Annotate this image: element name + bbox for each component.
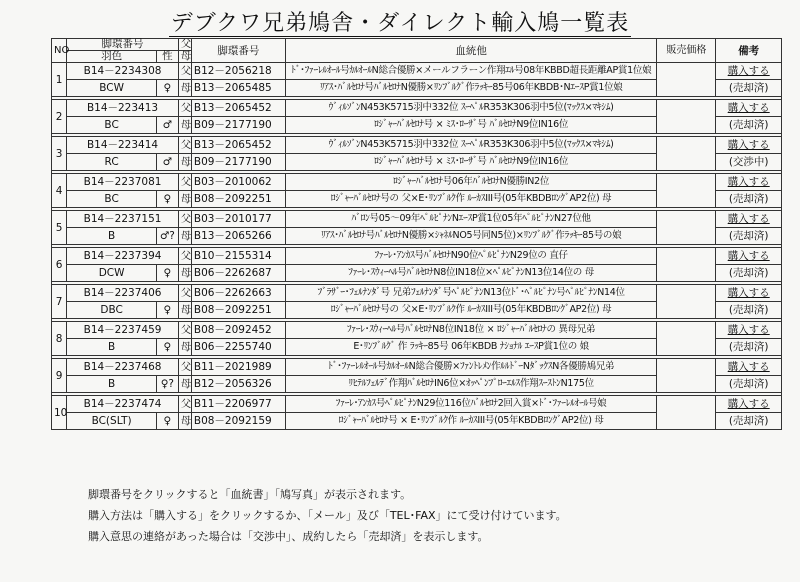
sex-symbol: ♀ [156, 302, 178, 319]
header-father: 父 [178, 39, 191, 51]
price-cell [657, 100, 716, 134]
table-row [52, 396, 782, 413]
mother-bloodline: ﾘﾋﾃﾙﾌｪﾙﾃﾞ作翔ﾊﾞﾙｾﾛﾅIN6位×ｵｯﾍﾟﾝﾌﾟﾛｰｴﾙｽ作翔ｽｰｽﾄﾝN175位 [285, 376, 657, 393]
header-mother: 母 [178, 51, 191, 63]
father-ring-number: B03－2010062 [191, 174, 285, 191]
father-label: 父 [178, 322, 191, 339]
mother-bloodline: ﾛｼﾞｬｰﾊﾞﾙｾﾛﾅ号の 父×E･ﾘﾝﾌﾞﾙｸ作 ﾙｰｶｽIII号(05年KBDBﾛﾝｸﾞAP2位) 母 [285, 302, 657, 319]
row-number: 5 [52, 211, 67, 245]
row-number: 6 [52, 248, 67, 282]
status-badge: (売却済) [716, 117, 782, 134]
sex-symbol: ♀ [156, 191, 178, 208]
mother-bloodline: ﾛｼﾞｬｰﾊﾞﾙｾﾛﾅ号 × ﾐｽ･ﾛｰｻﾞ号 ﾊﾞﾙｾﾛﾅN9位IN16位 [285, 117, 657, 134]
buy-link-text[interactable]: 購入する [727, 102, 770, 114]
status-badge: (売却済) [716, 302, 782, 319]
status-badge: (売却済) [716, 228, 782, 245]
header-parent-ring: 脚環番号 [191, 39, 285, 63]
mother-bloodline: ﾘｱｽ･ﾊﾞﾙｾﾛﾅ号ﾊﾞﾙｾﾛﾅN優勝×ｼｬﾈﾙNO5号同N5位)×ﾘﾝﾌﾞﾙｸﾞ作ﾗｯｷｰ85号の娘 [285, 228, 657, 245]
table-row [52, 174, 782, 191]
price-cell [657, 322, 716, 356]
status-badge: (売却済) [716, 376, 782, 393]
ring-number-link[interactable]: B14－2237468 [67, 359, 178, 376]
row-number: 4 [52, 174, 67, 208]
buy-link-text[interactable]: 購入する [727, 65, 770, 77]
mother-ring-number: B06－2262687 [191, 265, 285, 282]
father-ring-number: B03－2010177 [191, 211, 285, 228]
price-cell [657, 63, 716, 97]
price-cell [657, 211, 716, 245]
father-bloodline: ﾊﾞﾛﾝ号05～09年ﾍﾟﾙﾋﾟﾅﾝNｴｰｽP賞1位05年ﾍﾟﾙﾋﾟﾅﾝN27位他 [285, 211, 657, 228]
buy-link-text[interactable]: 購入する [727, 324, 770, 336]
mother-bloodline: ﾛｼﾞｬｰﾊﾞﾙｾﾛﾅ号の 父×E･ﾘﾝﾌﾞﾙｸ作 ﾙｰｶｽIII号(05年KBDBﾛﾝｸﾞAP2位) 母 [285, 191, 657, 208]
father-label: 父 [178, 137, 191, 154]
father-label: 父 [178, 248, 191, 265]
table-row [52, 285, 782, 302]
sex-symbol: ♀ [156, 265, 178, 282]
pigeon-list-table [51, 38, 782, 430]
buy-link-text[interactable]: 購入する [727, 361, 770, 373]
price-cell [657, 137, 716, 171]
page-title: デブクワ兄弟鳩舎・ダイレクト輸入鳩一覧表 [170, 11, 630, 36]
sex-symbol: ♀? [156, 376, 178, 393]
mother-ring-number: B08－2092251 [191, 302, 285, 319]
father-ring-number: B10－2155314 [191, 248, 285, 265]
mother-bloodline: ﾘｱｽ･ﾊﾞﾙｾﾛﾅ号ﾊﾞﾙｾﾛﾅN優勝×ﾘﾝﾌﾞﾙｸﾞ作ﾗｯｷｰ85号06年KBDB･NｴｰｽP賞1位娘 [285, 80, 657, 97]
father-bloodline: ﾌｧｰﾚ･ｽｳｨｰﾍﾙ号ﾊﾞﾙｾﾛﾅN8位IN18位 × ﾛｼﾞｬｰﾊﾞﾙｾﾛﾅの 異母兄弟 [285, 322, 657, 339]
buy-link[interactable] [716, 359, 782, 376]
status-badge: (売却済) [716, 413, 782, 430]
sex-symbol: ♀ [156, 339, 178, 356]
buy-link-text[interactable]: 購入する [727, 287, 770, 299]
header-ring: 脚環番号 [67, 39, 178, 51]
feather-color: B [67, 228, 157, 245]
father-bloodline: ｳﾞｨﾙｿﾞﾝN453K5715羽中332位 ｽｰﾍﾟﾙR353K306羽中5位(ﾏｯｸｽ×ﾏｷｼﾑ) [285, 100, 657, 117]
feather-color: BC [67, 117, 157, 134]
ring-number-link[interactable]: B14－2237459 [67, 322, 178, 339]
father-ring-number: B12－2056218 [191, 63, 285, 80]
buy-link-text[interactable]: 購入する [727, 398, 770, 410]
father-label: 父 [178, 285, 191, 302]
row-number: 9 [52, 359, 67, 393]
mother-ring-number: B13－2065266 [191, 228, 285, 245]
header-price: 販売価格 [657, 39, 716, 63]
buy-link[interactable] [716, 174, 782, 191]
ring-number-link[interactable]: B14－2237394 [67, 248, 178, 265]
buy-link[interactable] [716, 285, 782, 302]
father-bloodline: ﾄﾞ･ﾌｧｰﾚﾙｵｰﾙ号ｶﾙｵｰﾙN総合優勝×ﾌｧﾝﾄﾚﾒﾝ作ﾙﾙﾄﾞｰNﾀﾞｯｸｽN各優勝鳩兄弟 [285, 359, 657, 376]
father-ring-number: B06－2262663 [191, 285, 285, 302]
feather-color: B [67, 339, 157, 356]
father-bloodline: ﾌｧｰﾚ･ｱﾝｶｽ号ﾊﾞﾙｾﾛﾅN90位ﾍﾟﾙﾋﾟﾅﾝN29位の 直仔 [285, 248, 657, 265]
buy-link[interactable] [716, 248, 782, 265]
father-label: 父 [178, 211, 191, 228]
mother-bloodline: ﾛｼﾞｬｰﾊﾞﾙｾﾛﾅ号 × ﾐｽ･ﾛｰｻﾞ号 ﾊﾞﾙｾﾛﾅN9位IN16位 [285, 154, 657, 171]
table-row [52, 63, 782, 80]
sex-symbol: ♀ [156, 413, 178, 430]
ring-number-link[interactable]: B14－2234308 [67, 63, 178, 80]
father-ring-number: B08－2092452 [191, 322, 285, 339]
mother-bloodline: ﾌｧｰﾚ･ｽｳｨｰﾍﾙ号ﾊﾞﾙｾﾛﾅN8位IN18位×ﾍﾟﾙﾋﾟﾅﾝN13位14位の 母 [285, 265, 657, 282]
father-label: 父 [178, 63, 191, 80]
feather-color: BCW [67, 80, 157, 97]
status-badge: (売却済) [716, 265, 782, 282]
price-cell [657, 285, 716, 319]
feather-color: RC [67, 154, 157, 171]
buy-link-text[interactable]: 購入する [727, 176, 770, 188]
mother-ring-number: B08－2092159 [191, 413, 285, 430]
father-label: 父 [178, 174, 191, 191]
row-number: 3 [52, 137, 67, 171]
feather-color: DBC [67, 302, 157, 319]
status-badge: (交渉中) [716, 154, 782, 171]
buy-link[interactable] [716, 322, 782, 339]
mother-ring-number: B09－2177190 [191, 154, 285, 171]
mother-label: 母 [178, 191, 191, 208]
row-number: 8 [52, 322, 67, 356]
footer-line-1: 脚環番号をクリックすると「血統書」「鳩写真」が表示されます。 [88, 488, 412, 501]
buy-link[interactable] [716, 396, 782, 413]
mother-ring-number: B08－2092251 [191, 191, 285, 208]
price-cell [657, 174, 716, 208]
father-ring-number: B13－2065452 [191, 100, 285, 117]
father-bloodline: ﾌﾞﾗｻﾞｰ･ﾌｪﾙﾅﾝﾀﾞ号 兄弟ﾌｪﾙﾅﾝﾀﾞ号ﾍﾟﾙﾋﾟﾅﾝN13位ﾄﾞ･ﾍﾟﾙﾋﾟﾅﾝ号ﾍﾟﾙﾋﾟﾅﾝN14位 [285, 285, 657, 302]
buy-link-text[interactable]: 購入する [727, 213, 770, 225]
table-row [52, 100, 782, 117]
mother-label: 母 [178, 80, 191, 97]
row-number: 2 [52, 100, 67, 134]
mother-label: 母 [178, 302, 191, 319]
sex-symbol: ♀ [156, 80, 178, 97]
mother-bloodline: E･ﾘﾝﾌﾞﾙｸﾞ 作 ﾗｯｷｰ85号 06年KBDB ﾅｼｮﾅﾙ ｴｰｽP賞1位の 娘 [285, 339, 657, 356]
feather-color: B [67, 376, 157, 393]
mother-ring-number: B09－2177190 [191, 117, 285, 134]
table-row [52, 137, 782, 154]
ring-number-link[interactable]: B14－2237474 [67, 396, 178, 413]
father-ring-number: B11－2021989 [191, 359, 285, 376]
mother-label: 母 [178, 265, 191, 282]
sex-symbol: ♂ [156, 117, 178, 134]
mother-label: 母 [178, 339, 191, 356]
ring-number-link[interactable]: B14－2237151 [67, 211, 178, 228]
header-sex: 性 [156, 51, 178, 63]
ring-number-link[interactable]: B14－223414 [67, 137, 178, 154]
father-ring-number: B13－2065452 [191, 137, 285, 154]
mother-label: 母 [178, 413, 191, 430]
mother-ring-number: B13－2065485 [191, 80, 285, 97]
feather-color: BC [67, 191, 157, 208]
mother-label: 母 [178, 117, 191, 134]
father-label: 父 [178, 396, 191, 413]
mother-ring-number: B12－2056326 [191, 376, 285, 393]
buy-link[interactable] [716, 211, 782, 228]
price-cell [657, 248, 716, 282]
father-label: 父 [178, 100, 191, 117]
buy-link[interactable] [716, 63, 782, 80]
status-badge: (売却済) [716, 80, 782, 97]
header-bloodline: 血統他 [285, 39, 657, 63]
father-ring-number: B11－2206977 [191, 396, 285, 413]
feather-color: DCW [67, 265, 157, 282]
mother-label: 母 [178, 228, 191, 245]
ring-number-link[interactable]: B14－2237081 [67, 174, 178, 191]
footer-notes [88, 484, 768, 547]
mother-bloodline: ﾛｼﾞｬｰﾊﾞﾙｾﾛﾅ号 × E･ﾘﾝﾌﾞﾙｸ作 ﾙｰｶｽIII号(05年KBDBﾛﾝｸﾞAP2位) 母 [285, 413, 657, 430]
table-row [52, 211, 782, 228]
footer-line-2: 購入方法は「購入する」をクリックするか、「メール」及び「TEL･FAX」にて受け付けています。 [88, 509, 567, 522]
ring-number-link[interactable]: B14－223413 [67, 100, 178, 117]
table-row [52, 322, 782, 339]
buy-link-text[interactable]: 購入する [727, 250, 770, 262]
row-number: 7 [52, 285, 67, 319]
header-note: 備考 [716, 39, 782, 63]
status-badge: (売却済) [716, 339, 782, 356]
buy-link-text[interactable]: 購入する [727, 139, 770, 151]
mother-label: 母 [178, 376, 191, 393]
mother-ring-number: B06－2255740 [191, 339, 285, 356]
ring-number-link[interactable]: B14－2237406 [67, 285, 178, 302]
price-cell [657, 359, 716, 393]
table-body [52, 63, 782, 430]
header-no: NO [52, 39, 67, 63]
footer-line-3: 購入意思の連絡があった場合は「交渉中」、成約したら「売却済」を表示します。 [88, 530, 489, 543]
row-number: 10 [52, 396, 67, 430]
header-color: 羽色 [67, 51, 157, 63]
row-number: 1 [52, 63, 67, 97]
father-bloodline: ﾌｧｰﾚ･ｱﾝｶｽ号ﾍﾟﾙﾋﾟﾅﾝN29位116位ﾊﾞﾙｾﾛﾅ2回入賞×ﾄﾞ･ﾌｧｰﾚﾙｵｰﾙ号娘 [285, 396, 657, 413]
status-badge: (売却済) [716, 191, 782, 208]
sex-symbol: ♂? [156, 228, 178, 245]
father-bloodline: ﾄﾞ･ﾌｧｰﾚﾙｵｰﾙ号ｶﾙｵｰﾙN総合優勝×メールフラーン作翔ｴﾙ号08年KBBD超長距離AP賞1位娘 [285, 63, 657, 80]
father-bloodline: ﾛｼﾞｬｰﾊﾞﾙｾﾛﾅ号06年ﾊﾞﾙｾﾛﾅN優勝IN2位 [285, 174, 657, 191]
table-row [52, 359, 782, 376]
table-row [52, 248, 782, 265]
buy-link[interactable] [716, 137, 782, 154]
price-cell [657, 396, 716, 430]
feather-color: BC(SLT) [67, 413, 157, 430]
buy-link[interactable] [716, 100, 782, 117]
mother-label: 母 [178, 154, 191, 171]
father-bloodline: ｳﾞｨﾙｿﾞﾝN453K5715羽中332位 ｽｰﾍﾟﾙR353K306羽中5位(ﾏｯｸｽ×ﾏｷｼﾑ) [285, 137, 657, 154]
father-label: 父 [178, 359, 191, 376]
sex-symbol: ♂ [156, 154, 178, 171]
